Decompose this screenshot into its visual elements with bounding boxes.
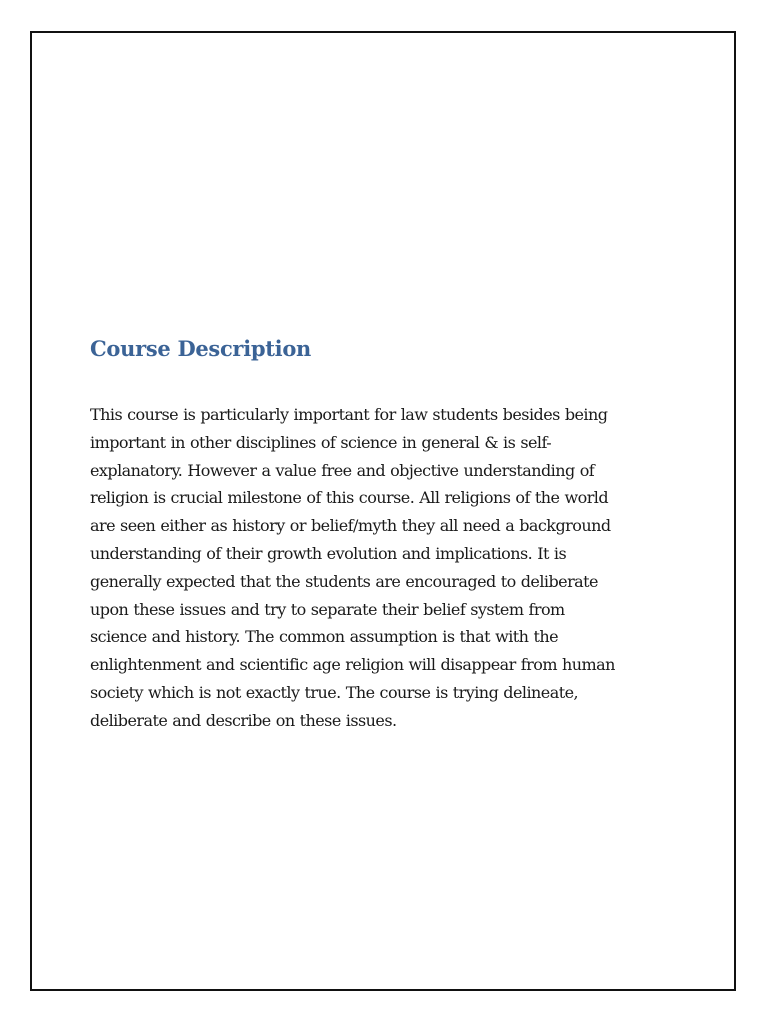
paragraph-line: are seen either as history or belief/myth they all need a background xyxy=(90,516,611,536)
paragraph-line: deliberate and describe on these issues. xyxy=(90,710,397,730)
paragraph-line: generally expected that the students are encouraged to deliberate xyxy=(90,571,598,591)
section-heading: Course Description xyxy=(90,336,312,361)
paragraph-line: understanding of their growth evolution and implications. It is xyxy=(90,543,567,563)
paragraph-line: science and history. The common assumption is that with the xyxy=(90,627,559,647)
paragraph-line: society which is not exactly true. The course is trying delineate, xyxy=(90,682,579,702)
paragraph-line: important in other disciplines of science in general & is self- xyxy=(90,432,552,452)
paragraph-line: explanatory. However a value free and objective understanding of xyxy=(90,460,595,480)
paragraph-line: upon these issues and try to separate their belief system from xyxy=(90,599,565,619)
paragraph-line: This course is particularly important for law students besides being xyxy=(90,405,608,424)
course-description-paragraph xyxy=(90,401,690,735)
paragraph-line: religion is crucial milestone of this course. All religions of the world xyxy=(90,488,609,508)
paragraph-line: enlightenment and scientific age religion will disappear from human xyxy=(90,655,615,675)
